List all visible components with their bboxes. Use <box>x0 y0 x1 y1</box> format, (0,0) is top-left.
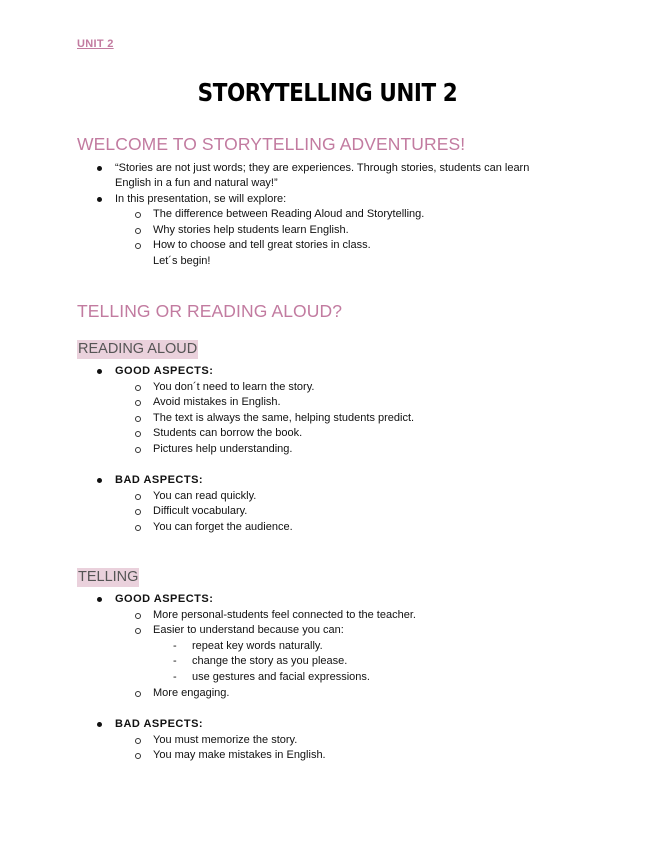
bad-aspects-label: BAD ASPECTS: <box>115 474 204 486</box>
circle-bullet-icon <box>135 385 141 391</box>
dash-marker: - <box>173 671 177 683</box>
quote-line-2: English in a fun and natural way!” <box>115 177 278 189</box>
unit-link[interactable]: UNIT 2 <box>77 38 114 50</box>
circle-bullet-icon <box>135 738 141 744</box>
welcome-heading: WELCOME TO STORYTELLING ADVENTURES! <box>77 134 466 154</box>
quote-line-1: “Stories are not just words; they are experiences. Through stories, students can learn <box>115 162 530 174</box>
sub-list-item: use gestures and facial expressions. <box>192 671 370 683</box>
circle-bullet-icon <box>135 691 141 697</box>
list-item: You must memorize the story. <box>153 734 298 746</box>
circle-bullet-icon <box>135 509 141 515</box>
reading-aloud-heading: READING ALOUD <box>78 341 198 357</box>
bullet-icon <box>97 597 102 602</box>
dash-marker: - <box>173 640 177 652</box>
list-item: Difficult vocabulary. <box>153 505 248 517</box>
dash-marker: - <box>173 655 177 667</box>
circle-bullet-icon <box>135 431 141 437</box>
circle-bullet-icon <box>135 525 141 531</box>
bullet-icon <box>97 197 102 202</box>
document-title: STORYTELLING UNIT 2 <box>197 78 458 107</box>
circle-bullet-icon <box>135 228 141 234</box>
list-item: More engaging. <box>153 687 230 699</box>
sub-list-item: change the story as you please. <box>192 655 348 667</box>
closing-text: Let´s begin! <box>153 255 211 267</box>
circle-bullet-icon <box>135 628 141 634</box>
section-heading: TELLING OR READING ALOUD? <box>77 301 343 321</box>
circle-bullet-icon <box>135 243 141 249</box>
bullet-icon <box>97 478 102 483</box>
circle-bullet-icon <box>135 400 141 406</box>
sub-list-item: repeat key words naturally. <box>192 640 323 652</box>
list-item: Pictures help understanding. <box>153 443 293 455</box>
list-item: Avoid mistakes in English. <box>153 396 281 408</box>
bullet-icon <box>97 166 102 171</box>
circle-bullet-icon <box>135 416 141 422</box>
good-aspects-label: GOOD ASPECTS: <box>115 365 214 377</box>
circle-bullet-icon <box>135 212 141 218</box>
list-item: Easier to understand because you can: <box>153 624 344 636</box>
list-item: Students can borrow the book. <box>153 427 303 439</box>
list-item: The difference between Reading Aloud and Storytelling. <box>153 208 425 220</box>
list-item: You don´t need to learn the story. <box>153 381 315 393</box>
list-item: You can read quickly. <box>153 490 257 502</box>
circle-bullet-icon <box>135 753 141 759</box>
list-item: The text is always the same, helping students predict. <box>153 412 415 424</box>
telling-heading: TELLING <box>78 569 139 585</box>
bad-aspects-label: BAD ASPECTS: <box>115 718 204 730</box>
list-item: You can forget the audience. <box>153 521 293 533</box>
circle-bullet-icon <box>135 494 141 500</box>
list-item: More personal-students feel connected to the teacher. <box>153 609 416 621</box>
bullet-icon <box>97 722 102 727</box>
good-aspects-label: GOOD ASPECTS: <box>115 593 214 605</box>
circle-bullet-icon <box>135 613 141 619</box>
list-item: You may make mistakes in English. <box>153 749 326 761</box>
list-item: Why stories help students learn English. <box>153 224 349 236</box>
list-item: How to choose and tell great stories in class. <box>153 239 371 251</box>
circle-bullet-icon <box>135 447 141 453</box>
intro-text: In this presentation, se will explore: <box>115 193 287 205</box>
bullet-icon <box>97 369 102 374</box>
